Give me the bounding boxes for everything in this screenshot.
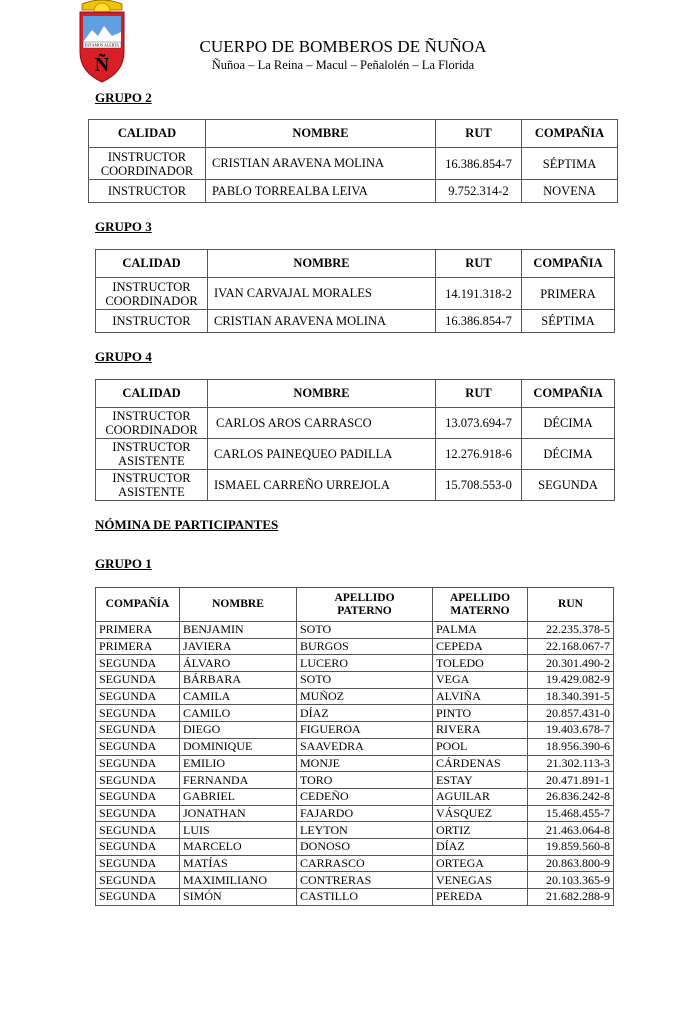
grupo-3-label: GRUPO 3 (95, 219, 152, 234)
apellido-paterno-cell: DONOSO (297, 838, 433, 855)
table-row (96, 655, 614, 672)
table-row (96, 672, 614, 689)
grupo-2-label: GRUPO 2 (95, 90, 152, 105)
compania-cell: SEGUNDA (96, 822, 180, 839)
apellido-materno-cell: DÍAZ (433, 838, 528, 855)
organization-communes: Ñuñoa – La Reina – Macul – Peñalolén – La Florida (211, 58, 475, 72)
apellido-materno-cell: VÁSQUEZ (433, 805, 528, 822)
run-cell: 18.340.391-5 (528, 688, 614, 705)
compania-cell: SEGUNDA (96, 788, 180, 805)
apellido-paterno-cell: FIGUEROA (297, 722, 433, 739)
compania-cell: SEGUNDA (96, 738, 180, 755)
table-row (96, 772, 614, 789)
rut-cell: 16.386.854-7 (436, 148, 522, 180)
grupo-1-label: GRUPO 1 (95, 556, 152, 571)
table-row (96, 705, 614, 722)
header-run: RUN (528, 588, 614, 622)
nombre-cell: JONATHAN (180, 805, 297, 822)
rut-cell: 16.386.854-7 (436, 310, 522, 333)
nombre-cell: EMILIO (180, 755, 297, 772)
table-row (96, 470, 615, 501)
table-header-row (89, 120, 618, 148)
table-row (96, 822, 614, 839)
run-cell: 15.468.455-7 (528, 805, 614, 822)
nombre-cell: FERNANDA (180, 772, 297, 789)
rut-cell: 15.708.553-0 (436, 470, 522, 501)
header-nombre: NOMBRE (206, 120, 436, 148)
nombre-cell: LUIS (180, 822, 297, 839)
apellido-materno-cell: PALMA (433, 622, 528, 639)
rut-cell: 9.752.314-2 (436, 180, 522, 203)
apellido-paterno-cell: MONJE (297, 755, 433, 772)
apellido-paterno-cell: TORO (297, 772, 433, 789)
compania-cell: DÉCIMA (522, 439, 615, 470)
compania-cell: SEGUNDA (96, 688, 180, 705)
apellido-paterno-cell: CEDEÑO (297, 788, 433, 805)
run-cell: 19.403.678-7 (528, 722, 614, 739)
nombre-cell: BENJAMIN (180, 622, 297, 639)
header-rut: RUT (436, 250, 522, 278)
calidad-cell: INSTRUCTOR (89, 180, 206, 203)
nombre-cell: JAVIERA (180, 638, 297, 655)
calidad-cell: INSTRUCTOR COORDINADOR (96, 408, 208, 439)
nombre-cell: CRISTIAN ARAVENA MOLINA (206, 148, 436, 180)
compania-cell: NOVENA (522, 180, 618, 203)
apellido-paterno-cell: MUÑOZ (297, 688, 433, 705)
table-row (96, 889, 614, 906)
calidad-cell: INSTRUCTOR COORDINADOR (96, 278, 208, 310)
run-cell: 22.235.378-5 (528, 622, 614, 639)
grupo-4-table (95, 379, 615, 501)
nombre-cell: DOMINIQUE (180, 738, 297, 755)
nombre-cell: MARCELO (180, 838, 297, 855)
header-nombre: NOMBRE (208, 380, 436, 408)
apellido-materno-cell: ORTIZ (433, 822, 528, 839)
rut-cell: 14.191.318-2 (436, 278, 522, 310)
apellido-materno-cell: CÁRDENAS (433, 755, 528, 772)
rut-cell: 12.276.918-6 (436, 439, 522, 470)
header-calidad: CALIDAD (96, 380, 208, 408)
table-row (89, 180, 618, 203)
nombre-cell: GABRIEL (180, 788, 297, 805)
nombre-cell: SIMÓN (180, 889, 297, 906)
header-compania: COMPAÑÍA (96, 588, 180, 622)
table-row (96, 872, 614, 889)
compania-cell: SEGUNDA (96, 672, 180, 689)
header-rut: RUT (436, 120, 522, 148)
table-row (96, 805, 614, 822)
nombre-cell: ÁLVARO (180, 655, 297, 672)
nombre-cell: DIEGO (180, 722, 297, 739)
nombre-cell: MATÍAS (180, 855, 297, 872)
table-row (96, 838, 614, 855)
compania-cell: SEGUNDA (96, 855, 180, 872)
run-cell: 20.863.800-9 (528, 855, 614, 872)
grupo-2-table (88, 119, 618, 203)
calidad-cell: INSTRUCTOR ASISTENTE (96, 439, 208, 470)
run-cell: 21.682.288-9 (528, 889, 614, 906)
nombre-cell: CARLOS PAINEQUEO PADILLA (208, 439, 436, 470)
apellido-materno-cell: AGUILAR (433, 788, 528, 805)
grupo-3-table (95, 249, 615, 333)
compania-cell: DÉCIMA (522, 408, 615, 439)
table-row (96, 622, 614, 639)
compania-cell: SEGUNDA (96, 755, 180, 772)
bomberos-shield-logo (74, 0, 130, 84)
apellido-materno-cell: ESTAY (433, 772, 528, 789)
compania-cell: SEGUNDA (96, 805, 180, 822)
compania-cell: SEGUNDA (96, 722, 180, 739)
header-calidad: CALIDAD (89, 120, 206, 148)
run-cell: 21.302.113-3 (528, 755, 614, 772)
table-row (96, 788, 614, 805)
table-row (96, 638, 614, 655)
header-calidad: CALIDAD (96, 250, 208, 278)
header-apellido-materno: APELLIDO MATERNO (433, 588, 528, 622)
apellido-materno-cell: TOLEDO (433, 655, 528, 672)
run-cell: 19.859.560-8 (528, 838, 614, 855)
apellido-paterno-cell: SOTO (297, 672, 433, 689)
run-cell: 20.301.490-2 (528, 655, 614, 672)
calidad-cell: INSTRUCTOR COORDINADOR (89, 148, 206, 180)
run-cell: 20.857.431-0 (528, 705, 614, 722)
compania-cell: SEGUNDA (522, 470, 615, 501)
apellido-paterno-cell: FAJARDO (297, 805, 433, 822)
run-cell: 20.471.891-1 (528, 772, 614, 789)
apellido-materno-cell: PEREDA (433, 889, 528, 906)
table-row (89, 148, 618, 180)
compania-cell: PRIMERA (96, 622, 180, 639)
nomina-participantes-label: NÓMINA DE PARTICIPANTES (95, 517, 279, 532)
nombre-cell: MAXIMILIANO (180, 872, 297, 889)
apellido-paterno-cell: SOTO (297, 622, 433, 639)
apellido-paterno-cell: CASTILLO (297, 889, 433, 906)
compania-cell: SEGUNDA (96, 872, 180, 889)
apellido-paterno-cell: SAAVEDRA (297, 738, 433, 755)
table-row (96, 688, 614, 705)
organization-title: CUERPO DE BOMBEROS DE ÑUÑOA (199, 37, 487, 56)
run-cell: 22.168.067-7 (528, 638, 614, 655)
run-cell: 19.429.082-9 (528, 672, 614, 689)
header-apellido-paterno: APELLIDO PATERNO (297, 588, 433, 622)
compania-cell: SEGUNDA (96, 705, 180, 722)
compania-cell: SEGUNDA (96, 655, 180, 672)
header-compania: COMPAÑIA (522, 380, 615, 408)
table-row (96, 310, 615, 333)
header-compania: COMPAÑIA (522, 250, 615, 278)
run-cell: 21.463.064-8 (528, 822, 614, 839)
apellido-paterno-cell: CONTRERAS (297, 872, 433, 889)
calidad-cell: INSTRUCTOR (96, 310, 208, 333)
run-cell: 20.103.365-9 (528, 872, 614, 889)
nombre-cell: CARLOS AROS CARRASCO (208, 408, 436, 439)
compania-cell: PRIMERA (522, 278, 615, 310)
table-header-row (96, 250, 615, 278)
table-header-row (96, 380, 615, 408)
svg-text:ESTAMOS ALERTA: ESTAMOS ALERTA (84, 42, 120, 48)
apellido-materno-cell: VENEGAS (433, 872, 528, 889)
header-nombre: NOMBRE (180, 588, 297, 622)
nombre-cell: CRISTIAN ARAVENA MOLINA (208, 310, 436, 333)
run-cell: 18.956.390-6 (528, 738, 614, 755)
apellido-paterno-cell: LEYTON (297, 822, 433, 839)
svg-text:Ñ: Ñ (94, 54, 110, 76)
calidad-cell: INSTRUCTOR ASISTENTE (96, 470, 208, 501)
apellido-paterno-cell: BURGOS (297, 638, 433, 655)
table-row (96, 439, 615, 470)
nombre-cell: PABLO TORREALBA LEIVA (206, 180, 436, 203)
nombre-cell: CAMILA (180, 688, 297, 705)
table-row (96, 408, 615, 439)
header-compania: COMPAÑIA (522, 120, 618, 148)
rut-cell: 13.073.694-7 (436, 408, 522, 439)
table-row (96, 738, 614, 755)
header-rut: RUT (436, 380, 522, 408)
apellido-materno-cell: PINTO (433, 705, 528, 722)
nombre-cell: IVAN CARVAJAL MORALES (208, 278, 436, 310)
apellido-paterno-cell: LUCERO (297, 655, 433, 672)
apellido-materno-cell: ALVIÑA (433, 688, 528, 705)
compania-cell: SEGUNDA (96, 772, 180, 789)
apellido-paterno-cell: CARRASCO (297, 855, 433, 872)
compania-cell: PRIMERA (96, 638, 180, 655)
compania-cell: SEGUNDA (96, 889, 180, 906)
apellido-materno-cell: ORTEGA (433, 855, 528, 872)
nombre-cell: CAMILO (180, 705, 297, 722)
table-row (96, 755, 614, 772)
header-nombre: NOMBRE (208, 250, 436, 278)
compania-cell: SÉPTIMA (522, 310, 615, 333)
table-row (96, 722, 614, 739)
table-row (96, 855, 614, 872)
grupo-4-label: GRUPO 4 (95, 349, 152, 364)
run-cell: 26.836.242-8 (528, 788, 614, 805)
apellido-paterno-cell: DÍAZ (297, 705, 433, 722)
table-row (96, 278, 615, 310)
compania-cell: SEGUNDA (96, 838, 180, 855)
participants-body (96, 622, 614, 906)
nombre-cell: BÁRBARA (180, 672, 297, 689)
table-header-row (96, 588, 614, 622)
compania-cell: SÉPTIMA (522, 148, 618, 180)
apellido-materno-cell: RIVERA (433, 722, 528, 739)
apellido-materno-cell: CEPEDA (433, 638, 528, 655)
apellido-materno-cell: POOL (433, 738, 528, 755)
grupo-1-participants-table (95, 587, 614, 906)
apellido-materno-cell: VEGA (433, 672, 528, 689)
nombre-cell: ISMAEL CARREÑO URREJOLA (208, 470, 436, 501)
